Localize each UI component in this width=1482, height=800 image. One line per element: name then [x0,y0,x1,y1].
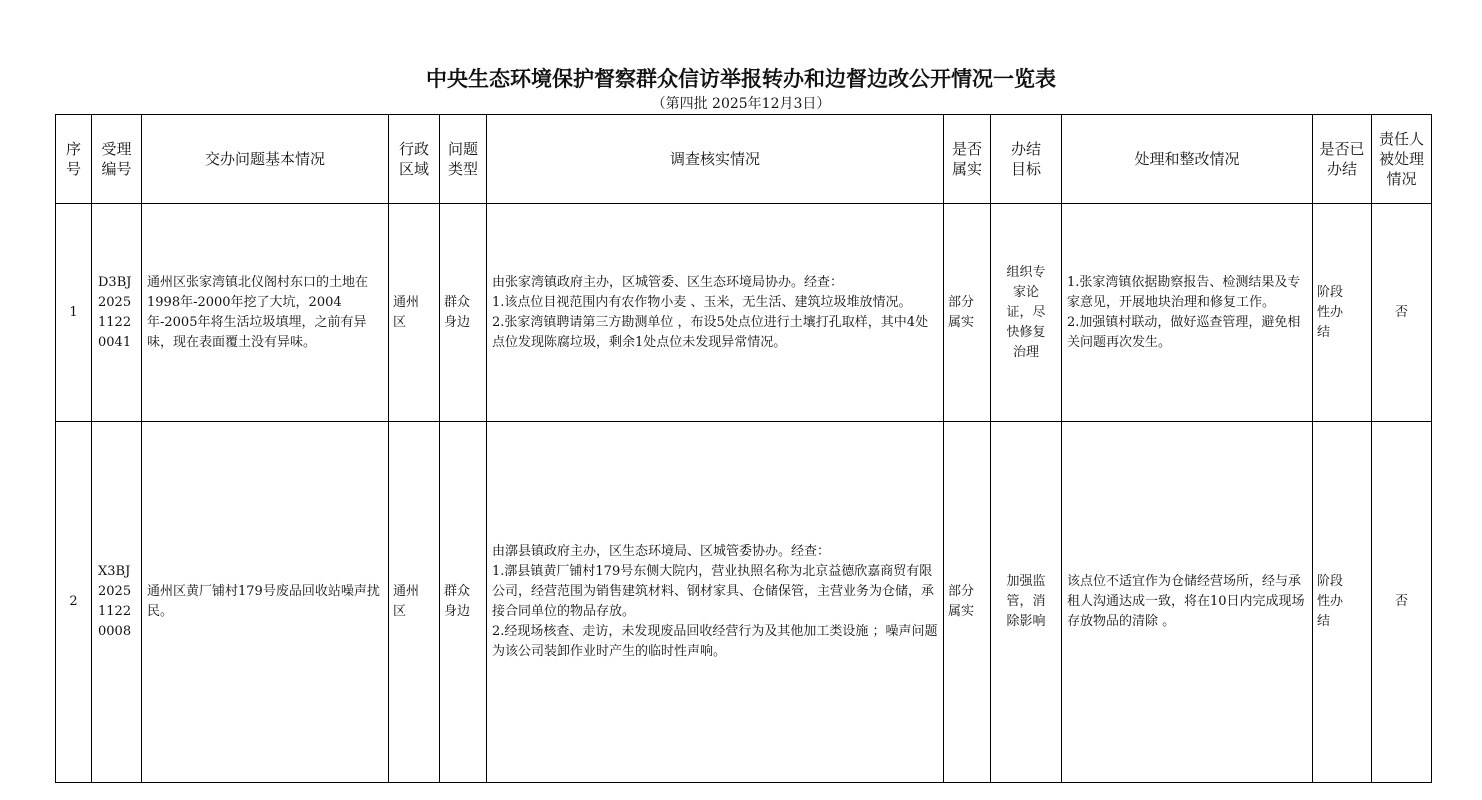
cell-verified: 部分属实 [944,204,991,422]
header-investigation: 调查核实情况 [487,115,944,204]
document-subtitle: （第四批 2025年12月3日） [651,96,831,112]
header-goal: 办结目标 [991,115,1062,204]
cell-verified: 部分属实 [944,422,991,783]
investigation-line: 1.该点位目视范围内有农作物小麦 、玉米，无生活、建筑垃圾堆放情况。 [492,294,912,310]
header-closed: 是否已办结 [1313,115,1372,204]
report-table [55,114,1432,783]
cell-goal: 加强监管，消除影响 [991,422,1062,783]
investigation-line: 1.漷县镇黄厂铺村179号东侧大院内，营业执照名称为北京益德欣嘉商贸有限公司，经营范围为销售建筑材料、钢材家具、仓储保管，主营业务为仓储，承接合同单位的物品存放。 [492,564,935,619]
handling-line: 1.张家湾镇依据勘察报告、检测结果及专家意见，开展地块治理和修复工作。 [1067,274,1301,310]
table-header-row [56,115,1432,204]
header-code: 受理编号 [92,115,142,204]
handling-line: 2.加强镇村联动，做好巡查管理，避免相关问题再次发生。 [1067,314,1301,350]
document-title: 中央生态环境保护督察群众信访举报转办和边督边改公开情况一览表 [426,67,1056,91]
cell-investigation [487,204,944,422]
investigation-line: 2.张家湾镇聘请第三方勘测单位 ，布设5处点位进行土壤打孔取样，其中4处点位发现陈腐垃圾，剩余1处点位未发现异常情况。 [492,314,929,350]
investigation-line: 由漷县镇政府主办，区生态环境局、区城管委协办。经查： [492,544,831,559]
cell-district: 通州区 [389,422,440,783]
cell-handling [1062,204,1313,422]
header-handling: 处理和整改情况 [1062,115,1313,204]
cell-seq: 2 [56,422,92,783]
cell-issue: 通州区黄厂铺村179号废品回收站噪声扰民。 [142,422,389,783]
cell-handling [1062,422,1313,783]
cell-seq: 1 [56,204,92,422]
cell-type: 群众身边 [440,204,487,422]
handling-line: 该点位不适宜作为仓储经营场所，经与承租人沟通达成一致，将在10日内完成现场存放物品的清除 。 [1067,574,1305,629]
investigation-line: 由张家湾镇政府主办，区城管委、区生态环境局协办。经查： [492,274,844,290]
table-row [56,204,1432,422]
cell-accountability: 否 [1372,422,1432,783]
cell-investigation [487,422,944,783]
cell-closed: 阶段性办结 [1313,204,1372,422]
header-type: 问题类型 [440,115,487,204]
cell-closed: 阶段性办结 [1313,422,1372,783]
cell-code: X3BJ20251122 0008 [92,422,142,783]
cell-type: 群众身边 [440,422,487,783]
cell-code: D3BJ20251122 0041 [92,204,142,422]
cell-issue: 通州区张家湾镇北仪阁村东口的土地在1998年-2000年挖了大坑，2004年-2005年将生活垃圾填埋，之前有异味，现在表面覆土没有异味。 [142,204,389,422]
header-seq: 序号 [56,115,92,204]
header-issue: 交办问题基本情况 [142,115,389,204]
cell-district: 通州区 [389,204,440,422]
table-row [56,422,1432,783]
investigation-line: 2.经现场核查、走访，未发现废品回收经营行为及其他加工类设施 ；噪声问题为该公司装卸作业时产生的临时性声响。 [492,624,938,659]
header-verified: 是否属实 [944,115,991,204]
cell-accountability: 否 [1372,204,1432,422]
cell-goal: 组织专家论证，尽快修复治理 [991,204,1062,422]
header-district: 行政区域 [389,115,440,204]
header-accountability: 责任人被处理情况 [1372,115,1432,204]
